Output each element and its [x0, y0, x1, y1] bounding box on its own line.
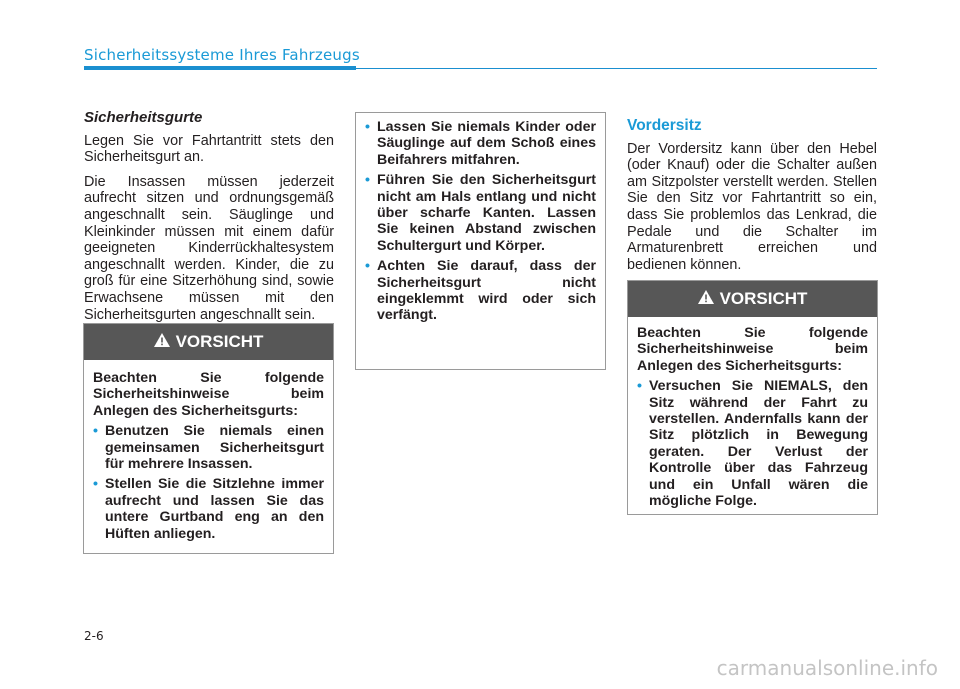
header-rule-thick — [84, 66, 356, 70]
caution-header — [628, 281, 877, 317]
warning-triangle-icon — [154, 332, 170, 352]
paragraph: Der Vordersitz kann über den Hebel (oder Knauf) oder die Schalter außen am Sitzpolster verstellt werden. Stellen Sie den Sitz vor Fahrtantritt so ein, dass Sie problemlos das Lenkrad, die Pedale und die Schalter im Armaturenbrett erreichen und bedienen können. — [627, 140, 877, 273]
paragraph: Die Insassen müssen jederzeit aufrecht sitzen und ordnungsgemäß angeschnallt sein. Säuglinge und Kleinkinder müssen mit einem dafür geeigneten Kinderrückhaltesystem angeschnallt werden. Kinder, die zu groß für eine Sitzerhöhung sind, sowie Erwachsene müssen mit den Sicherheitsgurten angeschnallt sein. — [84, 173, 334, 323]
section-heading-seatbelts: Sicherheitsgurte — [84, 109, 203, 126]
page-number: 2-6 — [84, 629, 104, 643]
warning-triangle-icon — [698, 289, 714, 309]
caution-list-item: • Stellen Sie die Sitzlehne immer aufrecht und lassen Sie das untere Gurtband eng an den Hüften anliegen. — [93, 476, 324, 542]
section-heading-front-seat: Vordersitz — [627, 117, 702, 134]
caution-list-item: • Versuchen Sie NIEMALS, den Sitz während der Fahrt zu verstellen. Andernfalls kann der Sitz plötzlich in Bewegung geraten. Der Verlust der Kontrolle über das Fahrzeug und ein Unfall wären die mögliche Folge. — [637, 378, 868, 509]
header-rule-thin — [356, 68, 877, 69]
caution-box-front-seat — [627, 280, 878, 515]
caution-list-item: • Führen Sie den Sicherheitsgurt nicht am Hals entlang und nicht über scharfe Kanten. Lassen Sie keinen Abstand zwischen Schultergurt und Körper. — [365, 172, 596, 254]
page-header-title: Sicherheitssysteme Ihres Fahrzeugs — [84, 46, 360, 64]
left-column — [84, 110, 334, 331]
caution-header — [84, 324, 333, 360]
caution-box-seatbelts — [83, 323, 334, 554]
caution-title: VORSICHT — [175, 332, 264, 351]
caution-box-continued — [355, 112, 606, 370]
caution-intro: Beachten Sie folgende Sicherheitshinweise beim Anlegen des Sicherheitsgurts: — [637, 325, 868, 374]
caution-list-item: • Benutzen Sie niemals einen gemeinsamen Sicherheitsgurt für mehrere Insassen. — [93, 423, 324, 472]
caution-title: VORSICHT — [719, 289, 808, 308]
watermark: carmanualsonline.info — [716, 656, 938, 680]
paragraph: Legen Sie vor Fahrtantritt stets den Sicherheitsgurt an. — [84, 132, 334, 166]
caution-list-item: • Achten Sie darauf, dass der Sicherheitsgurt nicht eingeklemmt wird oder sich verfängt. — [365, 258, 596, 324]
caution-intro: Beachten Sie folgende Sicherheitshinweise beim Anlegen des Sicherheitsgurts: — [93, 370, 324, 419]
caution-list-item: • Lassen Sie niemals Kinder oder Säuglinge auf dem Schoß eines Beifahrers mitfahren. — [365, 119, 596, 168]
right-column — [627, 118, 877, 281]
